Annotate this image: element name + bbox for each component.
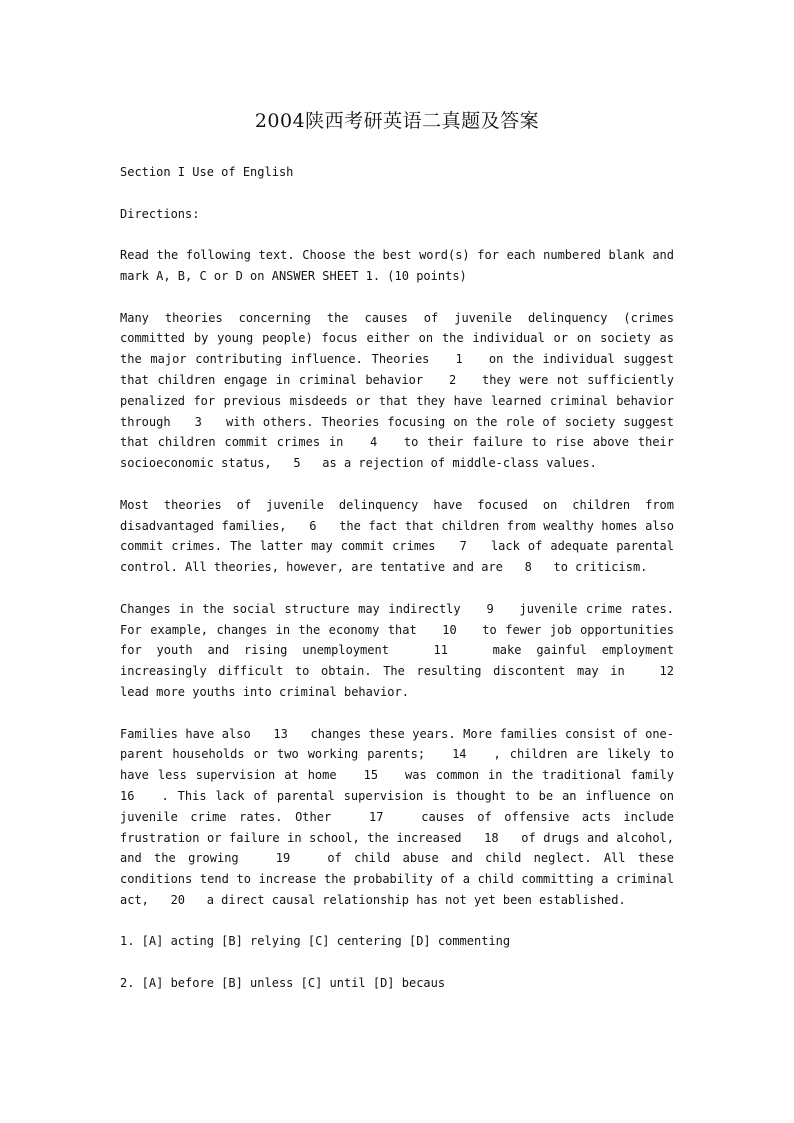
passage-paragraph: Changes in the social structure may indirectly 9 juvenile crime rates. For example, changes in the economy that 10 to fewer job opportunities for youth and rising unemployment 11 make gainful employment increasingly difficult to obtain. The resulting discontent may in 12 lead more youths into criminal behavior. <box>120 601 696 699</box>
document-title: 2004陕西考研英语二真题及答案 <box>254 110 540 132</box>
section-heading: Section I Use of English <box>120 165 294 179</box>
directions-label: Directions: <box>120 206 200 221</box>
question-item: 2. [A] before [B] unless [C] until [D] becaus <box>120 976 446 991</box>
directions-text: Read the following text. Choose the best word(s) for each numbered blank and mark A, B, C or D on ANSWER SHEET 1. (10 points) <box>120 248 682 283</box>
question-item: 1. [A] acting [B] relying [C] centering [D] commenting <box>120 934 511 949</box>
passage-paragraph: Most theories of juvenile delinquency have focused on children from disadvantaged families, 6 the fact that children from wealthy homes also commit crimes. The latter may commit crimes 7 lack of adequate parental control. All theories, however, are tentative and are 8 to criticism. <box>120 497 682 575</box>
passage-paragraph: Many theories concerning the causes of juvenile delinquency (crimes committed by young people) focus either on the individual or on society as the major contributing influence. Theories 1 on the individual suggest that children engage in criminal behavior 2 they were not sufficiently penalized for previous misdeeds or that they have learned criminal behavior through 3 with others. Theories focusing on the role of society suggest that children commit crimes in 4 to their failure to rise above their socioeconomic status, 5 as a rejection of middle-class values. <box>120 310 682 471</box>
passage-paragraph: Families have also 13 changes these years. More families consist of one-parent households or two working parents; 14 , children are likely to have less supervision at home 15 was common in the traditional family 16 . This lack of parental supervision is thought to be an influence on juvenile crime rates. Other 17 causes of offensive acts include frustration or failure in school, the increased 18 of drugs and alcohol, and the growing 19 of child abuse and child neglect. All these conditions tend to increase the probability of a child committing a criminal act, 20 a direct causal relationship has not yet been established. <box>120 726 696 907</box>
document-body <box>120 162 696 1015</box>
